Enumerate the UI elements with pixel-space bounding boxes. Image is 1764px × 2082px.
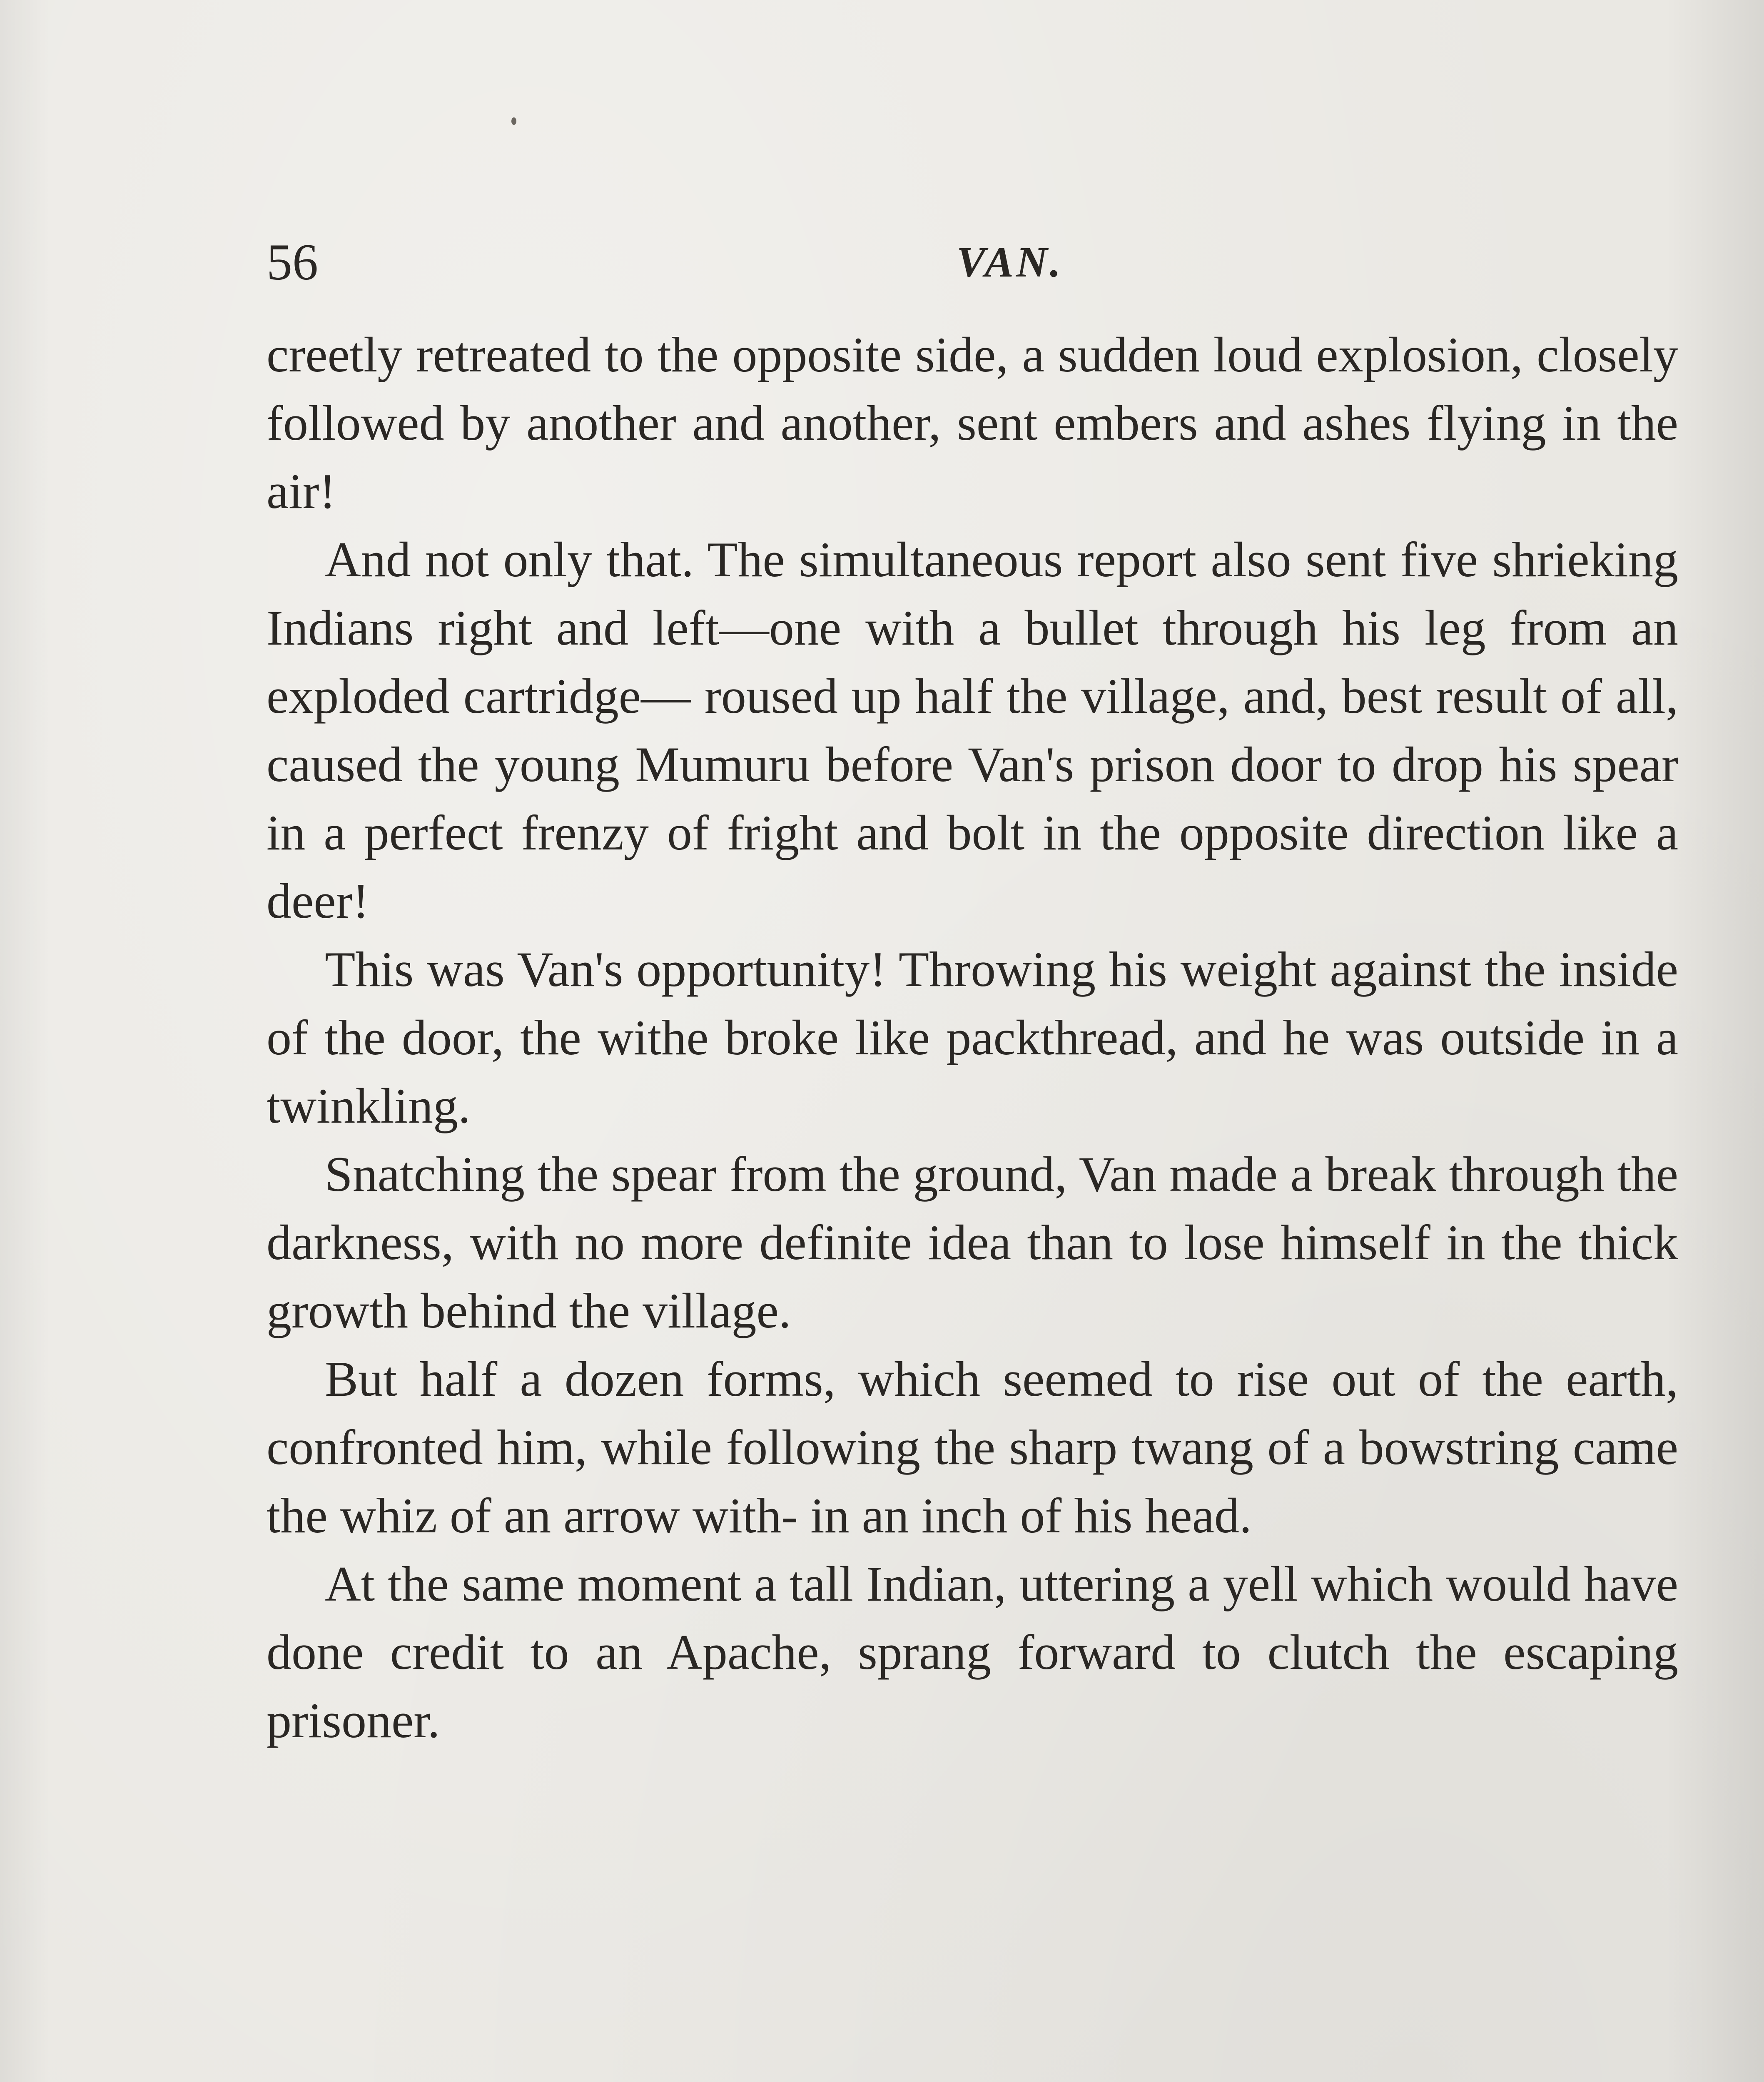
paragraph-continued: creetly retreated to the opposite side, a sudden loud explosion, closely followed by another and another, sent embers and ashes flying in the air! bbox=[267, 327, 1678, 519]
paragraph: And not only that. The simultaneous report also sent five shrieking Indians right and left—one with a bullet through his leg from an exploded cartridge— roused up half the village, and, best result of all, caused the young Mumuru before Van's prison door to drop his spear in a perfect frenzy of fright and bolt in the opposite direction like a deer! bbox=[267, 532, 1678, 929]
ink-speck bbox=[511, 117, 516, 125]
paragraph: This was Van's opportunity! Throwing his weight against the inside of the door, the withe broke like packthread, and he was outside in a twinkling. bbox=[267, 941, 1678, 1133]
page-number: 56 bbox=[267, 234, 318, 291]
running-title: VAN. bbox=[956, 238, 1064, 286]
paragraph: At the same moment a tall Indian, uttering a yell which would have done credit to an Apache, sprang forward to clutch the escaping prisoner. bbox=[267, 1556, 1678, 1748]
body-text bbox=[267, 321, 1678, 1755]
running-head bbox=[267, 225, 1678, 300]
paragraph: Snatching the spear from the ground, Van made a break through the darkness, with no more definite idea than to lose himself in the thick growth behind the village. bbox=[267, 1146, 1678, 1338]
paragraph: But half a dozen forms, which seemed to rise out of the earth, confronted him, while following the sharp twang of a bowstring came the whiz of an arrow with- in an inch of his head. bbox=[267, 1351, 1678, 1543]
